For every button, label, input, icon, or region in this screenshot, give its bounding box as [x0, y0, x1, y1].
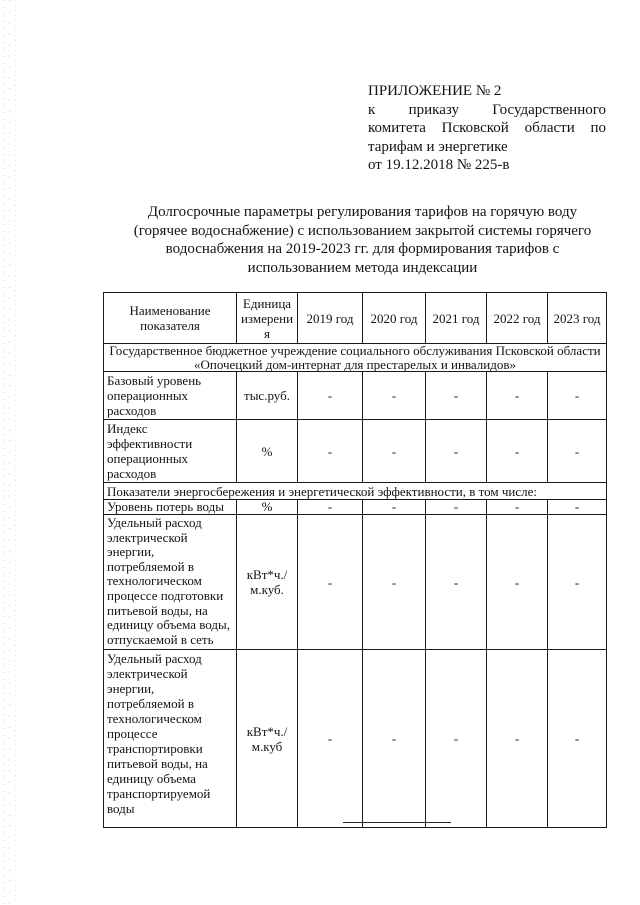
table-header-row — [104, 293, 607, 344]
value-2022: - — [487, 420, 548, 483]
end-of-document-rule — [343, 822, 451, 823]
header-indicator-name: Наименование показателя — [104, 293, 237, 344]
row-unit: кВт*ч./м.куб. — [237, 515, 298, 650]
appendix-order-line: к приказу Государственного — [368, 101, 606, 118]
value-2022: - — [487, 650, 548, 828]
header-year-2021: 2021 год — [426, 293, 487, 344]
title-line-3: водоснабжения на 2019-2023 гг. для формирования тарифов с — [165, 241, 560, 257]
row-name-energy-preparation: Удельный расход электрической энергии, потребляемой в технологическом процессе подготовки питьевой воды, на единицу объема воды, отпускаемой в сеть — [104, 515, 237, 650]
organization-row — [104, 344, 607, 372]
value-2019: - — [298, 372, 363, 420]
value-2020: - — [363, 420, 426, 483]
row-name-water-loss: Уровень потерь воды — [104, 500, 237, 515]
appendix-tariffs-line: тарифам и энергетике — [368, 138, 508, 155]
appendix-header — [368, 82, 606, 175]
value-2019: - — [298, 650, 363, 828]
value-2023: - — [548, 372, 607, 420]
appendix-date-line: от 19.12.2018 № 225-в — [368, 157, 510, 173]
row-name-base-level: Базовый уровень операционных расходов — [104, 372, 237, 420]
value-2019: - — [298, 500, 363, 515]
title-line-4: использованием метода индексации — [247, 259, 478, 276]
energy-section-title: Показатели энергосбережения и энергетической эффективности, в том числе: — [104, 483, 607, 500]
value-2020: - — [363, 650, 426, 828]
document-title — [100, 203, 625, 277]
value-2021: - — [426, 420, 487, 483]
value-2022: - — [487, 515, 548, 650]
row-unit: тыс.руб. — [237, 372, 298, 420]
organization-name-line-2: «Опочецкий дом-интернат для престарелых и инвалидов» — [193, 356, 517, 372]
value-2020: - — [363, 515, 426, 650]
value-2023: - — [548, 500, 607, 515]
scan-edge-artifact — [0, 0, 20, 905]
value-2020: - — [363, 500, 426, 515]
appendix-committee-line: комитета Псковской области по — [368, 120, 606, 136]
value-2019: - — [298, 420, 363, 483]
row-unit: кВт*ч./м.куб — [237, 650, 298, 828]
row-unit: % — [237, 420, 298, 483]
title-line-1: Долгосрочные параметры регулирования тарифов на горячую воду — [147, 204, 578, 220]
header-year-2022: 2022 год — [487, 293, 548, 344]
header-year-2023: 2023 год — [548, 293, 607, 344]
value-2022: - — [487, 500, 548, 515]
header-year-2020: 2020 год — [363, 293, 426, 344]
energy-section-row — [104, 483, 607, 500]
parameters-table — [103, 292, 607, 828]
value-2019: - — [298, 515, 363, 650]
table-row — [104, 515, 607, 650]
value-2023: - — [548, 420, 607, 483]
table-row — [104, 500, 607, 515]
value-2020: - — [363, 372, 426, 420]
row-name-energy-transport: Удельный расход электрической энергии, потребляемой в технологическом процессе транспортировки питьевой воды, на единицу объема транспортируемой воды — [104, 650, 237, 828]
organization-name-line-1: Государственное бюджетное учреждение социального обслуживания Псковской области — [109, 343, 601, 358]
table-row — [104, 420, 607, 483]
title-line-2: (горячее водоснабжение) с использованием закрытой системы горячего — [133, 222, 592, 239]
table-row — [104, 372, 607, 420]
value-2021: - — [426, 372, 487, 420]
value-2021: - — [426, 650, 487, 828]
table-row — [104, 650, 607, 828]
value-2023: - — [548, 515, 607, 650]
value-2022: - — [487, 372, 548, 420]
row-unit: % — [237, 500, 298, 515]
row-name-efficiency-index: Индекс эффективности операционных расходов — [104, 420, 237, 483]
organization-cell — [104, 344, 607, 372]
header-year-2019: 2019 год — [298, 293, 363, 344]
value-2021: - — [426, 500, 487, 515]
header-unit: Единица измерения — [237, 293, 298, 344]
value-2021: - — [426, 515, 487, 650]
appendix-title: ПРИЛОЖЕНИЕ № 2 — [368, 83, 502, 99]
value-2023: - — [548, 650, 607, 828]
